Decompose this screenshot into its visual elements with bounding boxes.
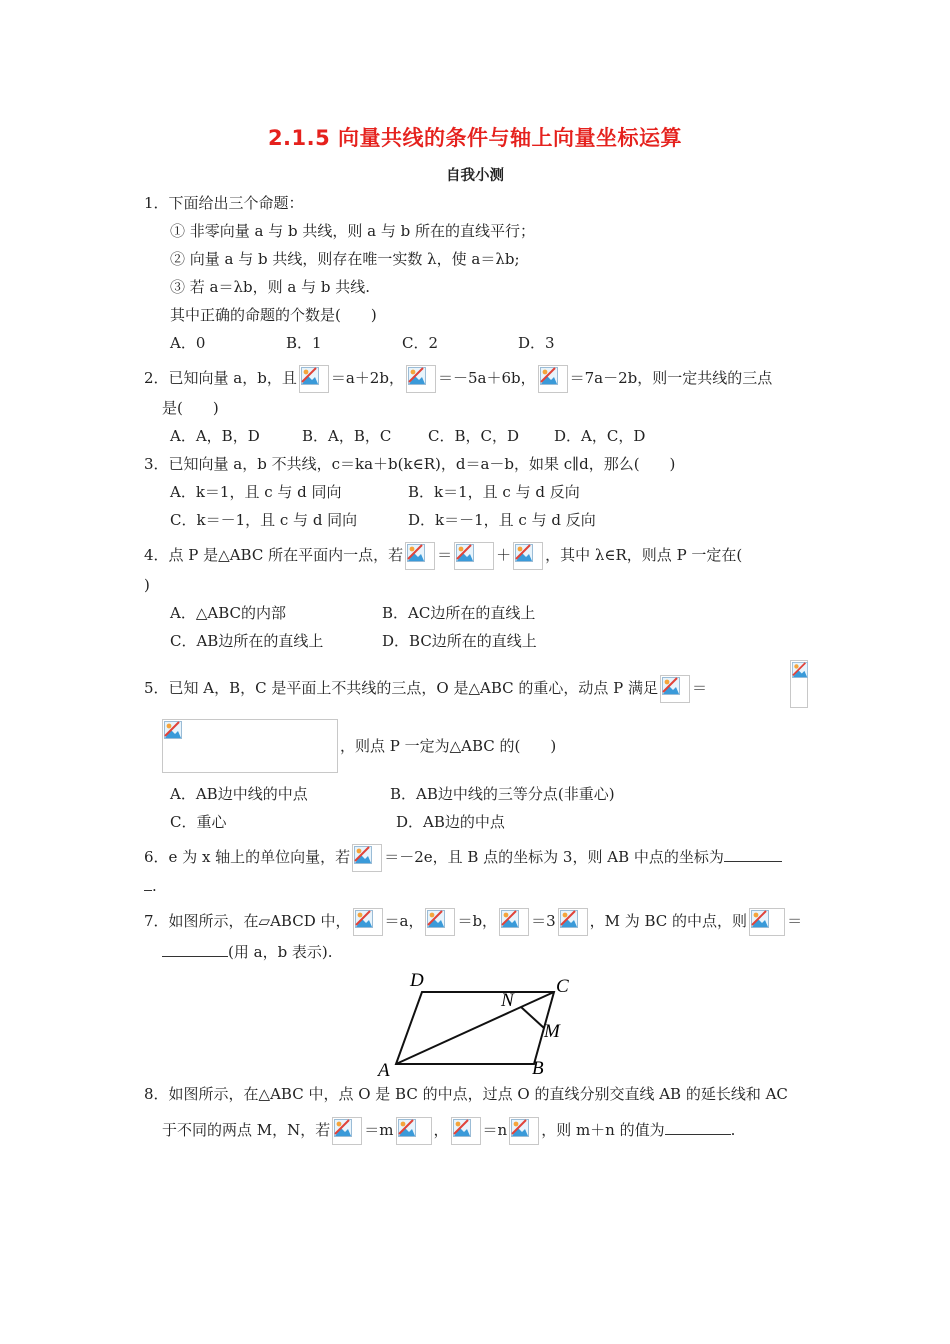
q3-option-c: C．k＝－1，且 c 与 d 同向 [170,511,358,529]
diagonal-ac [396,992,554,1064]
q2-option-a: A．A，B，D [170,427,260,445]
q7-eq5: ＝ [787,912,803,930]
broken-image-icon [405,542,435,570]
q7-stem-line1 [144,908,802,936]
q5-eq: ＝ [692,679,708,697]
q4-option-d: D．BC边所在的直线上 [382,632,537,650]
q6-answer-blank [724,847,782,862]
q8-eq-n: ＝n [482,1121,508,1139]
broken-image-icon [558,908,588,936]
q8-stem-line2 [162,1117,735,1145]
q2-stem-line1 [144,365,772,393]
broken-image-icon [425,908,455,936]
label-m: M [544,1021,560,1042]
q4-options-row2 [170,631,537,651]
q2-stem-a: 2．已知向量 a，b，且 [144,369,297,387]
label-a: A [378,1060,390,1078]
q8-answer-blank [665,1120,731,1135]
broken-image-icon [353,908,383,936]
label-c: C [556,976,569,997]
q8-stem-a: 8．如图所示，在△ABC 中，点 O 是 BC 的中点，过点 O 的直线分别交直线 AB 的延长线和 AC [144,1085,788,1103]
q1-options [170,333,555,353]
q1-option-c: C．2 [402,334,439,352]
q5-option-b: B．AB边中线的三等分点(非重心) [390,785,615,803]
q2-options [170,426,645,446]
q4-stem-b: ) [144,576,150,594]
q2-option-b: B．A，B，C [302,427,392,445]
broken-image-icon [454,542,494,570]
q4-option-b: B．AC边所在的直线上 [382,604,536,622]
q5-options-row2 [170,812,505,832]
broken-image-icon [451,1117,481,1145]
q4-option-a: A．△ABC的内部 [170,604,286,622]
q3-option-b: B．k＝1，且 c 与 d 反向 [408,483,580,501]
q1-option-d: D．3 [518,334,555,352]
q1-proposition-2: ② 向量 a 与 b 共线，则存在唯一实数 λ，使 a＝λb; [170,250,520,268]
q5-option-c: C．重心 [170,813,227,831]
label-b: B [532,1058,544,1078]
q3-options-row2 [170,510,596,530]
q7-stem-a: 7．如图所示，在▱ABCD 中， [144,912,351,930]
q4-plus: ＋ [496,546,512,564]
section-subtitle: 自我小测 [446,168,504,184]
q4-stem-a: 4．点 P 是△ABC 所在平面内一点，若 [144,546,404,564]
q4-options-row1 [170,603,535,623]
q1-stem: 1．下面给出三个命题： [144,194,304,212]
q2-option-c: C．B，C，D [428,427,520,445]
q6-stem-line2 [144,876,157,896]
q2-stem-b: 是( ) [162,399,219,417]
q1-option-a: A．0 [170,334,206,352]
broken-image-icon [660,675,690,703]
q3-options-row1 [170,482,580,502]
q4-eq: ＝ [437,546,453,564]
q2-eq1: ＝a＋2b， [330,369,404,387]
q7-answer-blank [162,942,228,957]
q5-options-row1 [170,784,615,804]
broken-image-icon [406,365,436,393]
q8-comma: ， [433,1121,449,1139]
broken-image-icon [790,660,808,708]
q1-option-b: B．1 [286,334,322,352]
q8-end: . [730,1121,736,1139]
q3-option-a: A．k＝1，且 c 与 d 同向 [170,483,342,501]
q8-eq-m: ＝m [364,1121,394,1139]
q3-option-d: D．k＝－1，且 c 与 d 反向 [408,511,596,529]
q7-eq2: ＝b， [457,912,498,930]
q6-stem-mid: ＝－2e，且 B 点的坐标为 3，则 AB 中点的坐标为 [384,848,724,866]
q8-stem-b1: 于不同的两点 M，N，若 [162,1121,331,1139]
broken-image-icon [509,1117,539,1145]
q7-stem-b: (用 a，b 表示). [228,943,333,961]
q7-eq4: ，M 为 BC 的中点，则 [589,912,748,930]
q2-eq3: ＝7a－2b，则一定共线的三点 [569,369,773,387]
q2-eq2: ＝－5a＋6b， [437,369,536,387]
broken-image-icon [332,1117,362,1145]
broken-image-icon [513,542,543,570]
q4-tail: ，其中 λ∈R，则点 P 一定在( [545,546,743,564]
q7-stem-line2 [162,942,333,962]
parallelogram-figure [372,966,584,1078]
q5-stem-b: ，则点 P 一定为△ABC 的( ) [340,737,557,755]
broken-image-icon [162,719,338,773]
q7-eq3: ＝3 [531,912,556,930]
q8-stem-b2: ，则 m＋n 的值为 [541,1121,665,1139]
broken-image-icon [352,844,382,872]
q4-option-c: C．AB边所在的直线上 [170,632,324,650]
label-n: N [501,990,514,1011]
q6-stem-line1 [144,844,782,872]
q2-option-d: D．A，C，D [554,427,646,445]
broken-image-icon [299,365,329,393]
q1-proposition-1: ① 非零向量 a 与 b 共线，则 a 与 b 所在的直线平行； [170,222,536,240]
q1-proposition-3: ③ 若 a＝λb，则 a 与 b 共线. [170,278,370,296]
broken-image-icon [396,1117,432,1145]
q4-stem-line1 [144,542,742,570]
q5-option-d: D．AB边的中点 [396,813,505,831]
q1-ask: 其中正确的命题的个数是( ) [170,306,377,324]
q6-stem-a: 6．e 为 x 轴上的单位向量，若 [144,848,351,866]
label-d: D [410,970,424,991]
q3-stem: 3．已知向量 a，b 不共线，c＝ka＋b(k∈R)，d＝a－b，如果 c∥d，那么( ) [144,455,676,473]
q5-stem-line1 [144,675,707,703]
q5-option-a: A．AB边中线的中点 [170,785,308,803]
broken-image-icon [749,908,785,936]
broken-image-icon [538,365,568,393]
broken-image-icon [499,908,529,936]
segment-nm [521,1007,544,1028]
page-title: 2.1.5 向量共线的条件与轴上向量坐标运算 [267,126,683,150]
q7-eq1: ＝a， [384,912,424,930]
q5-stem-a: 5．已知 A，B，C 是平面上不共线的三点，O 是△ABC 的重心，动点 P 满足 [144,679,659,697]
q6-stem-b: . [152,877,157,895]
q6-answer-blank-tail [144,876,152,891]
